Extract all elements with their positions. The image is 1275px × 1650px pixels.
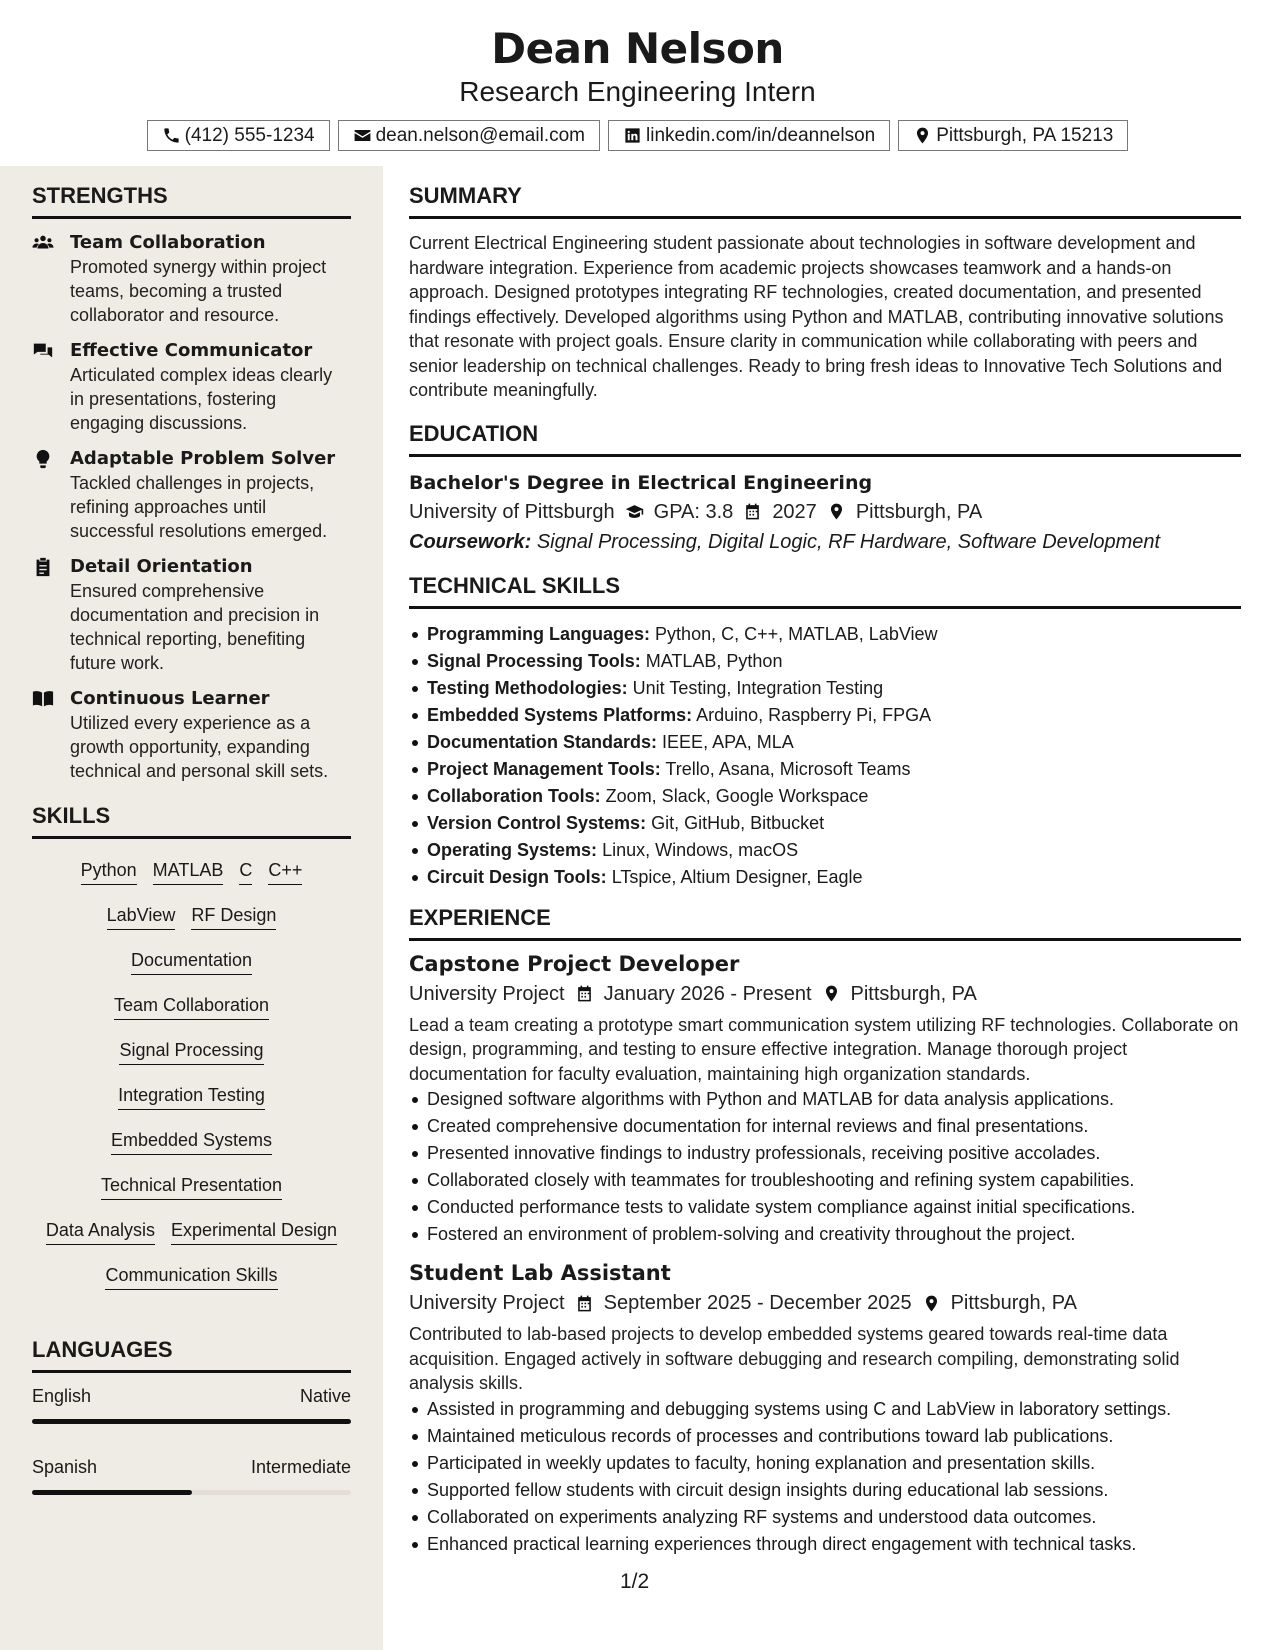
contact-bar bbox=[0, 120, 1275, 151]
contact-location bbox=[898, 120, 1128, 151]
strength-item bbox=[32, 447, 351, 543]
job-bullet: Collaborated on experiments analyzing RF systems and understood data outcomes. bbox=[409, 1504, 1241, 1531]
skill-tag: Python bbox=[81, 857, 137, 885]
summary-heading: SUMMARY bbox=[409, 183, 1241, 219]
map-pin-icon bbox=[922, 1294, 941, 1313]
strength-desc: Tackled challenges in projects, refining approaches until successful resolutions emerged. bbox=[70, 473, 328, 541]
job-bullets bbox=[409, 1396, 1241, 1558]
job-description: Lead a team creating a prototype smart communication system utilizing RF technologies. Collaborate on design, programming, and testing to ensure effective integration. Manage thorough project documentation for faculty evaluation, maintaining high organization standards. bbox=[409, 1014, 1239, 1084]
map-pin-icon bbox=[913, 126, 932, 145]
technical-skills-heading: TECHNICAL SKILLS bbox=[409, 573, 1241, 609]
strength-title: Team Collaboration bbox=[70, 232, 266, 253]
language-name: Spanish bbox=[32, 1457, 98, 1477]
language-level: Intermediate bbox=[250, 1457, 351, 1477]
language-bar-fill bbox=[32, 1419, 351, 1424]
strength-title: Effective Communicator bbox=[70, 340, 313, 361]
job-dates: September 2025 - December 2025 bbox=[603, 1292, 912, 1314]
skills-heading: SKILLS bbox=[32, 803, 351, 839]
job-bullet: Conducted performance tests to validate system compliance against initial specifications. bbox=[409, 1194, 1241, 1221]
job-bullet: Presented innovative findings to industry professionals, receiving positive accolades. bbox=[409, 1140, 1241, 1167]
resume-header bbox=[0, 0, 1275, 166]
language-item bbox=[32, 1385, 351, 1407]
skill-tag: C++ bbox=[268, 857, 302, 885]
strength-desc: Utilized every experience as a growth opportunity, expanding technical and personal skill sets. bbox=[70, 713, 329, 781]
job-org: University Project bbox=[409, 982, 565, 1005]
lightbulb-icon bbox=[32, 448, 54, 470]
skill-tag: Documentation bbox=[131, 947, 252, 975]
contact-linkedin[interactable] bbox=[608, 120, 890, 151]
book-icon bbox=[32, 688, 54, 710]
contact-phone-text: (412) 555-1234 bbox=[184, 124, 315, 146]
language-bar-fill bbox=[32, 1490, 192, 1495]
school-name: University of Pittsburgh bbox=[409, 500, 615, 523]
job-bullet: Collaborated closely with teammates for troubleshooting and refining system capabilities. bbox=[409, 1167, 1241, 1194]
skill-tag: LabView bbox=[107, 902, 176, 930]
job-title: Capstone Project Developer bbox=[409, 951, 740, 976]
strength-desc: Promoted synergy within project teams, becoming a trusted collaborator and resource. bbox=[70, 257, 327, 325]
degree-title: Bachelor's Degree in Electrical Engineering bbox=[409, 471, 873, 494]
job-title: Student Lab Assistant bbox=[409, 1261, 671, 1285]
education-location: Pittsburgh, PA bbox=[855, 500, 983, 523]
job-bullet: Assisted in programming and debugging systems using C and LabView in laboratory settings. bbox=[409, 1396, 1241, 1423]
summary-text: Current Electrical Engineering student passionate about technologies in software development and hardware integration. Experience from academic projects showcases teamwork and a hands-on approach. Designed prototypes integrating RF technologies, created documentation, and presented findings effectively. Developed algorithms using Python and MATLAB, contributing innovative solutions that resonate with project goals. Ensure clarity in communication while collaborating with peers and senior leadership on technical challenges. Ready to bring fresh ideas to Innovative Tech Solutions and contribute meaningfully. bbox=[409, 233, 1224, 400]
languages-list bbox=[32, 1385, 351, 1495]
skill-tag: Embedded Systems bbox=[111, 1127, 272, 1155]
contact-linkedin-text: linkedin.com/in/deannelson bbox=[646, 124, 876, 146]
tech-skill-item: Programming Languages: Python, C, C++, MATLAB, LabView bbox=[409, 621, 1241, 648]
education-meta bbox=[409, 497, 1241, 527]
skill-tag: Communication Skills bbox=[105, 1262, 277, 1290]
strength-title: Detail Orientation bbox=[70, 556, 253, 577]
contact-email-text: dean.nelson@email.com bbox=[375, 124, 585, 146]
skill-tag: RF Design bbox=[191, 902, 276, 930]
language-name: English bbox=[32, 1386, 92, 1406]
strength-item bbox=[32, 555, 351, 675]
skill-tag: Data Analysis bbox=[46, 1217, 155, 1245]
clipboard-icon bbox=[32, 556, 54, 578]
experience-heading: EXPERIENCE bbox=[409, 905, 1241, 941]
tech-skill-item: Circuit Design Tools: LTspice, Altium Designer, Eagle bbox=[409, 864, 1241, 891]
calendar-icon bbox=[743, 502, 762, 521]
job-entry bbox=[409, 1258, 1241, 1558]
job-meta bbox=[409, 979, 1241, 1009]
language-bar bbox=[32, 1419, 351, 1424]
job-entry bbox=[409, 949, 1241, 1249]
job-bullet: Supported fellow students with circuit design insights during educational lab sessions. bbox=[409, 1477, 1241, 1504]
calendar-icon bbox=[575, 984, 594, 1003]
job-dates: January 2026 - Present bbox=[603, 982, 812, 1005]
strengths-heading: STRENGTHS bbox=[32, 183, 351, 219]
job-meta bbox=[409, 1288, 1241, 1318]
coursework bbox=[409, 527, 1241, 557]
skill-tag: MATLAB bbox=[153, 857, 224, 885]
language-item bbox=[32, 1456, 351, 1478]
skill-tag: Signal Processing bbox=[119, 1037, 263, 1065]
map-pin-icon bbox=[822, 984, 841, 1003]
skill-tag: Team Collaboration bbox=[114, 992, 269, 1020]
job-location: Pittsburgh, PA bbox=[950, 1292, 1077, 1314]
coursework-list: Signal Processing, Digital Logic, RF Hardware, Software Development bbox=[536, 530, 1161, 553]
strength-desc: Ensured comprehensive documentation and precision in technical reporting, benefiting future work. bbox=[70, 581, 320, 673]
tech-skill-item: Testing Methodologies: Unit Testing, Integration Testing bbox=[409, 675, 1241, 702]
gpa: GPA: 3.8 bbox=[653, 500, 734, 523]
comments-icon bbox=[32, 340, 54, 362]
strength-item bbox=[32, 231, 351, 327]
tech-skill-item: Project Management Tools: Trello, Asana, Microsoft Teams bbox=[409, 756, 1241, 783]
users-icon bbox=[32, 232, 54, 254]
job-bullet: Maintained meticulous records of processes and contributions toward lab publications. bbox=[409, 1423, 1241, 1450]
strength-title: Continuous Learner bbox=[70, 688, 270, 709]
coursework-label: Coursework: bbox=[409, 530, 532, 553]
education-heading: EDUCATION bbox=[409, 421, 1241, 457]
job-description: Contributed to lab-based projects to develop embedded systems geared towards real-time data acquisition. Engaged actively in software debugging and research compiling, demonstrating solid analysis skills. bbox=[409, 1324, 1180, 1393]
calendar-icon bbox=[575, 1294, 594, 1313]
map-pin-icon bbox=[827, 502, 846, 521]
main-content bbox=[409, 166, 1241, 1568]
skill-tag: Technical Presentation bbox=[101, 1172, 282, 1200]
job-bullet: Enhanced practical learning experiences through direct engagement with technical tasks. bbox=[409, 1531, 1241, 1558]
skill-tag: Experimental Design bbox=[171, 1217, 337, 1245]
sidebar bbox=[0, 166, 383, 1650]
technical-skills-list bbox=[409, 621, 1241, 891]
contact-phone[interactable] bbox=[147, 120, 330, 151]
strength-desc: Articulated complex ideas clearly in presentations, fostering engaging discussions. bbox=[70, 365, 333, 433]
graduation-cap-icon bbox=[625, 502, 644, 521]
strength-item bbox=[32, 339, 351, 435]
job-bullet: Fostered an environment of problem-solving and creativity throughout the project. bbox=[409, 1221, 1241, 1248]
skill-tag: C bbox=[239, 857, 252, 885]
linkedin-icon bbox=[623, 126, 642, 145]
job-bullet: Designed software algorithms with Python and MATLAB for data analysis applications. bbox=[409, 1086, 1241, 1113]
job-bullets bbox=[409, 1086, 1241, 1248]
contact-location-text: Pittsburgh, PA 15213 bbox=[936, 124, 1114, 146]
contact-email[interactable] bbox=[338, 120, 600, 151]
candidate-title: Research Engineering Intern bbox=[459, 76, 816, 107]
envelope-icon bbox=[353, 126, 372, 145]
phone-icon bbox=[162, 126, 181, 145]
job-bullet: Participated in weekly updates to faculty, honing explanation and presentation skills. bbox=[409, 1450, 1241, 1477]
tech-skill-item: Collaboration Tools: Zoom, Slack, Google Workspace bbox=[409, 783, 1241, 810]
tech-skill-item: Operating Systems: Linux, Windows, macOS bbox=[409, 837, 1241, 864]
tech-skill-item: Version Control Systems: Git, GitHub, Bitbucket bbox=[409, 810, 1241, 837]
language-bar bbox=[32, 1490, 351, 1495]
strength-title: Adaptable Problem Solver bbox=[70, 448, 336, 469]
language-level: Native bbox=[299, 1386, 351, 1406]
skills-list bbox=[32, 851, 351, 1337]
job-location: Pittsburgh, PA bbox=[850, 982, 977, 1005]
strength-item bbox=[32, 687, 351, 783]
tech-skill-item: Embedded Systems Platforms: Arduino, Raspberry Pi, FPGA bbox=[409, 702, 1241, 729]
candidate-name: Dean Nelson bbox=[491, 24, 784, 73]
graduation-year: 2027 bbox=[772, 500, 817, 523]
job-org: University Project bbox=[409, 1292, 565, 1314]
languages-heading: LANGUAGES bbox=[32, 1337, 351, 1373]
page-number: 1/2 bbox=[620, 1570, 650, 1593]
tech-skill-item: Documentation Standards: IEEE, APA, MLA bbox=[409, 729, 1241, 756]
skill-tag: Integration Testing bbox=[118, 1082, 265, 1110]
tech-skill-item: Signal Processing Tools: MATLAB, Python bbox=[409, 648, 1241, 675]
job-bullet: Created comprehensive documentation for internal reviews and final presentations. bbox=[409, 1113, 1241, 1140]
